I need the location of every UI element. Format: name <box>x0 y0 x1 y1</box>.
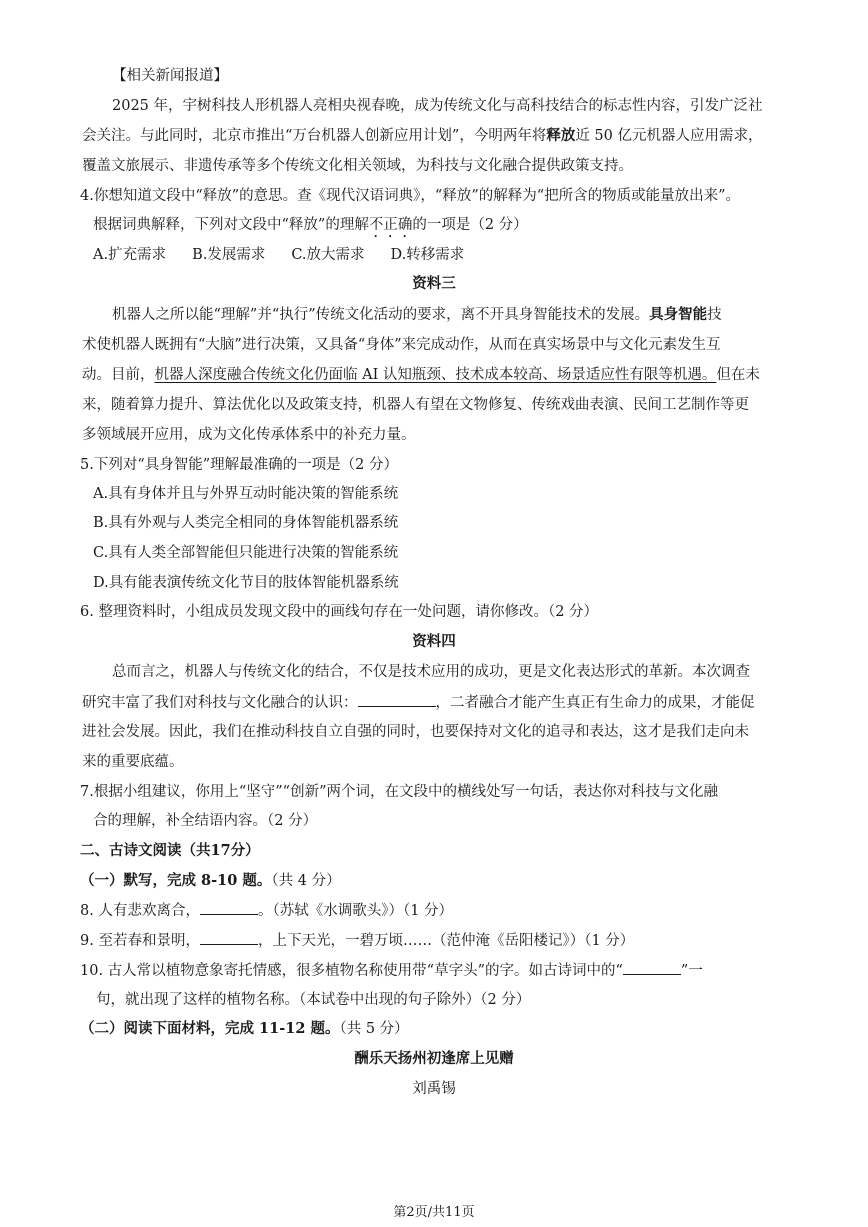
question-10: 10. 古人常以植物意象寄托情感，很多植物名称使用带“草字头”的字。如古诗词中的“ ”一 <box>80 960 703 981</box>
question-9: 9. 至若春和景明， ，上下天光，一碧万顷……（范仲淹《岳阳楼记》）（1 分） <box>80 930 634 951</box>
material-3-title: 资料三 <box>412 275 456 292</box>
question-7-stem: 7.根据小组建议，你用上“坚守”“创新”两个词，在文段中的横线处写一句话，表达你对科技与文化融 <box>80 784 718 800</box>
question-4-options <box>93 245 464 265</box>
question-10: 句，就出现了这样的植物名称。（本试卷中出现的句子除外）（2 分） <box>96 992 531 1008</box>
material-3-line: 来，随着算力提升、算法优化以及政策支持，机器人有望在文物修复、传统戏曲表演、民间工艺制作等更 <box>82 397 749 413</box>
section-2-part-2-title: （二）阅读下面材料，完成 11-12 题。（共 5 分） <box>80 1020 409 1037</box>
question-5-option-a: A.具有身体并且与外界互动时能决策的智能系统 <box>93 486 399 502</box>
answer-blank <box>358 692 436 707</box>
answer-blank <box>623 960 681 975</box>
page-number: 第2页/共11页 <box>393 1205 475 1220</box>
news-paragraph-line: 覆盖文旅展示、非遗传承等多个传统文化相关领域，为科技与文化融合提供政策支持。 <box>82 158 633 174</box>
question-5-option-c: C.具有人类全部智能但只能进行决策的智能系统 <box>93 545 399 561</box>
material-3-line: 动。目前，机器人深度融合传统文化仍面临 AI 认知瓶颈、技术成本较高、场景适应性有限等机遇。但在未 <box>82 367 760 383</box>
question-4-stem: 根据词典解释，下列对文段中“释放”的理解不正确的一项是（2 分） <box>93 217 528 233</box>
material-4-title: 资料四 <box>412 633 456 650</box>
option-a: A.扩充需求 <box>93 247 167 263</box>
option-d: D.转移需求 <box>390 247 465 263</box>
question-5-option-d: D.具有能表演传统文化节目的肢体智能机器系统 <box>93 575 399 591</box>
question-7-stem: 合的理解，补全结语内容。（2 分） <box>93 813 318 829</box>
news-paragraph-line: 会关注。与此同时，北京市推出“万台机器人创新应用计划”，今明两年将释放近 50 亿元机器人应用需求， <box>82 127 763 144</box>
question-5-stem: 5.下列对“具身智能”理解最准确的一项是（2 分） <box>80 457 398 473</box>
question-4-stem: 4.你想知道文段中“释放”的意思。查《现代汉语词典》，“释放”的解释为“把所含的物质或能量放出来”。 <box>80 188 741 204</box>
poem-title: 酬乐天扬州初逢席上见赠 <box>354 1050 514 1067</box>
material-3-line: 多领域展开应用，成为文化传承体系中的补充力量。 <box>82 427 416 443</box>
question-8: 8. 人有悲欢离合， 。（苏轼《水调歌头》）（1 分） <box>80 900 453 921</box>
emphasis-word: 不正确 <box>368 217 413 233</box>
news-paragraph-line: 2025 年，宇树科技人形机器人亮相央视春晚，成为传统文化与高科技结合的标志性内容，引发广泛社 <box>112 98 763 114</box>
option-c: C.放大需求 <box>291 247 365 263</box>
material-4-line: 来的重要底蕴。 <box>82 754 184 770</box>
material-3-line: 机器人之所以能“理解”并“执行”传统文化活动的要求，离不开具身智能技术的发展。具身智能技 <box>112 306 722 323</box>
answer-blank <box>200 930 258 945</box>
highlight-term: 具身智能 <box>649 306 708 323</box>
material-3-line: 术使机器人既拥有“大脑”进行决策，又具备“身体”来完成动作，从而在真实场景中与文化元素发生互 <box>82 337 721 353</box>
highlight-word: 释放 <box>546 127 576 144</box>
question-5-option-b: B.具有外观与人类完全相同的身体智能机器系统 <box>93 515 399 531</box>
material-4-line: 总而言之，机器人与传统文化的结合，不仅是技术应用的成功，更是文化表达形式的革新。本次调查 <box>112 664 750 680</box>
section-2-part-1-title: （一）默写，完成 8-10 题。（共 4 分） <box>80 872 341 889</box>
material-4-line: 进社会发展。因此，我们在推动科技自立自强的同时，也要保持对文化的追寻和表达，这才是我们走向未 <box>82 724 749 740</box>
news-heading: 【相关新闻报道】 <box>112 68 228 84</box>
material-4-line: 研究丰富了我们对科技与文化融合的认识： ，二者融合才能产生真正有生命力的成果，才能促 <box>82 692 755 713</box>
option-b: B.发展需求 <box>192 247 266 263</box>
section-2-title: 二、古诗文阅读（共17分） <box>80 842 260 859</box>
poem-author: 刘禹锡 <box>412 1081 456 1097</box>
answer-blank <box>200 900 258 915</box>
underlined-sentence: 机器人深度融合传统文化仍面临 AI 认知瓶颈、技术成本较高、场景适应性有限等机遇。 <box>154 367 717 383</box>
question-6-stem: 6. 整理资料时，小组成员发现文段中的画线句存在一处问题，请你修改。（2 分） <box>80 604 599 620</box>
